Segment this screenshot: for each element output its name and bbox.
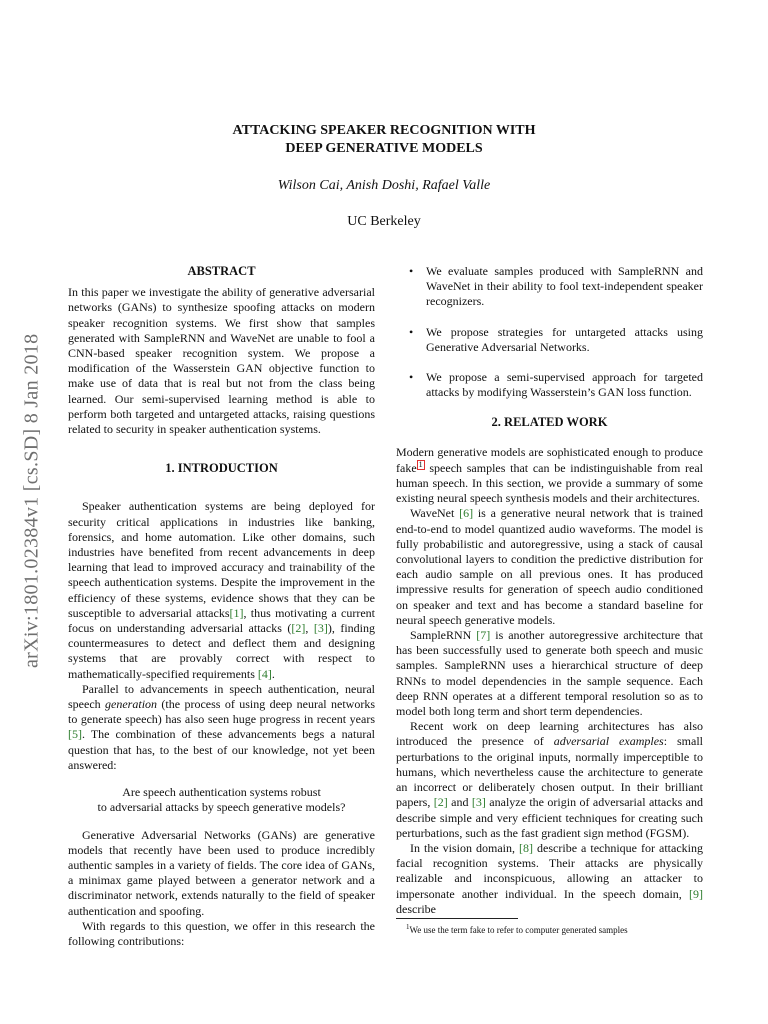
- related-paragraph-2: [396, 506, 703, 628]
- related-work-heading: 2. RELATED WORK: [491, 415, 608, 430]
- contribution-text: We propose strategies for untargeted attacks using Generative Adversarial Networks.: [426, 324, 703, 354]
- intro-p1-text-b: , thus motivating a current focus on understanding adversarial attacks (: [68, 605, 375, 636]
- related-p1-text-b: speech samples that can be indistinguishable from real human speech. In this section, we provide a summary of some existing neural speech synthesis models and their architectures.: [396, 460, 703, 506]
- left-column: [68, 264, 375, 949]
- related-paragraph-4: [396, 719, 703, 841]
- arxiv-identifier: arXiv:1801.02384v1 [cs.SD] 8 Jan 2018: [20, 333, 43, 669]
- citation-link[interactable]: [5]: [68, 727, 82, 742]
- paper-title: [0, 122, 768, 158]
- abstract-heading: ABSTRACT: [187, 264, 256, 278]
- related-p4-emphasis: adversarial examples: [553, 734, 664, 749]
- related-p2-text-b: is a generative neural network that is trained end-to-end to model quantized audio waveforms. The model is fully probabilistic and autoregressive, using a stack of causal convolutional layers to condition the predictive distribution for each audio sample on all previous ones. It has produced impressive results for generation of speech audio conditioned on speaker and text and has become a standard baseline for neural speech generative models.: [396, 506, 703, 627]
- citation-link[interactable]: [7]: [476, 628, 491, 643]
- related-p3-text-b: is another autoregressive architecture that has been successfully used to generate both speech and music samples. SampleRNN uses a hierarchical structure of deep RNNs to model dependencies in the sample sequence. Each deep RNN operates at a different temporal resolution so as to model both long term and short term dependencies.: [396, 628, 703, 719]
- related-p4-text-c: analyze the origin of adversarial attacks and describe simple and very efficient techniques for creating such perturbations, such as the fast gradient sign method (FGSM).: [396, 795, 703, 840]
- footnote-mark: 1: [406, 923, 410, 931]
- research-question: [68, 785, 375, 815]
- intro-paragraph-2: [68, 682, 375, 773]
- related-paragraph-5: [396, 841, 703, 917]
- intro-paragraph-3: Generative Adversarial Networks (GANs) are generative models that recently have been used to produce incredibly authentic samples in a variety of fields. The core idea of GANs, a minimax game played between a generator network and a discriminator network, extends naturally to the field of speaker authentication and spoofing.: [68, 827, 375, 918]
- related-p4-text-a: Recent work on deep learning architectures has also introduced the presence of: [396, 719, 703, 749]
- footnote: [406, 921, 628, 936]
- title-line-1: ATTACKING SPEAKER RECOGNITION WITH: [232, 123, 536, 138]
- title-line-2: DEEP GENERATIVE MODELS: [285, 141, 483, 156]
- question-line-1: Are speech authentication systems robust: [122, 785, 321, 800]
- contribution-text: We propose a semi-supervised approach for targeted attacks by modifying Wasserstein’s GAN loss function.: [426, 370, 703, 400]
- intro-p2-text-c: . The combination of these advancements begs a natural question that has, to the best of our knowledge, not yet been answered:: [68, 727, 375, 772]
- bullet-icon: •: [409, 324, 414, 339]
- introduction-heading: 1. INTRODUCTION: [165, 461, 278, 476]
- citation-separator: ,: [305, 621, 314, 636]
- intro-p2-text-b: (the process of using deep neural networks to generate speech) has also seen huge progress in recent years: [68, 697, 375, 727]
- related-p5-text-c: describe: [396, 901, 436, 916]
- citation-link[interactable]: [3]: [471, 795, 486, 810]
- related-p1-text-a: Modern generative models are sophisticated enough to produce fake: [396, 444, 703, 475]
- right-column: [396, 264, 703, 917]
- citation-link[interactable]: [2]: [291, 621, 306, 636]
- related-paragraph-3: [396, 628, 703, 719]
- footnote-text: We use the term fake to refer to computer generated samples: [409, 925, 628, 935]
- intro-p1-text-a: Speaker authentication systems are being deployed for security critical applications in industries like banking, forensics, and home automation. Like other domains, such industries have benefited from recent advancements in deep learning that lead to improved accuracy and trainability of the speech authentication systems. Despite the improvement in the efficiency of these systems, evidence shows that they can be susceptible to adversarial attacks: [68, 499, 375, 620]
- related-p5-text-a: In the vision domain,: [410, 840, 520, 855]
- author-list: Wilson Cai, Anish Doshi, Rafael Valle: [277, 178, 491, 193]
- citation-link[interactable]: [9]: [689, 886, 703, 901]
- related-p4-text-b: : small perturbations to the original inputs, normally imperceptible to humans, which nevertheless cause the architecture to generate an incorrect or deliberately chosen output. In their brilliant papers,: [396, 734, 703, 810]
- citation-link[interactable]: [3]: [313, 621, 328, 636]
- intro-paragraph-1: [68, 499, 375, 681]
- related-p2-text-a: WaveNet: [410, 506, 460, 521]
- citation-link[interactable]: [2]: [433, 795, 448, 810]
- related-p5-text-b: describe a technique for attacking facial recognition systems. Their attacks are physically realizable and inconspicuous, allowing an attacker to impersonate another individual. In the speech domain,: [396, 840, 703, 901]
- contribution-item: [396, 370, 703, 400]
- related-p3-text-a: SampleRNN: [410, 628, 477, 643]
- affiliation: UC Berkeley: [347, 214, 421, 229]
- footnote-divider: [396, 918, 518, 919]
- contribution-item: [396, 264, 703, 310]
- intro-p2-emphasis: generation: [105, 697, 158, 712]
- intro-p1-end: .: [271, 666, 275, 681]
- footnote-ref-link[interactable]: 1: [418, 459, 423, 469]
- citation-link[interactable]: [1]: [229, 605, 244, 620]
- bullet-icon: •: [409, 264, 414, 278]
- bullet-icon: •: [409, 370, 414, 385]
- contribution-item: [396, 325, 703, 355]
- intro-paragraph-4: With regards to this question, we offer in this research the following contributions:: [68, 918, 375, 948]
- intro-p1-text-c: ), finding countermeasures to detect and deflect them and designing systems that are provably correct with respect to mathematically-specified requirements: [68, 621, 375, 681]
- related-paragraph-1: [396, 445, 703, 507]
- abstract-text: In this paper we investigate the ability of generative adversarial networks (GANs) to synthesize spoofing attacks on modern speaker recognition systems. We first show that samples generated with SampleRNN and WaveNet are unable to fool a CNN-based speaker recognition system. We propose a modification of the Wasserstein GAN objective function to make use of data that is real but not from the class being learned. Our semi-supervised learning method is able to perform both targeted and untargeted attacks, raising questions related to security in speaker authentication systems.: [68, 285, 375, 437]
- citation-link[interactable]: [6]: [459, 506, 474, 521]
- contribution-text: We evaluate samples produced with SampleRNN and WaveNet in their ability to fool text-independent speaker recognizers.: [426, 264, 703, 309]
- citation-link[interactable]: [4]: [257, 666, 272, 681]
- citation-link[interactable]: [8]: [519, 840, 534, 855]
- question-line-2: to adversarial attacks by speech generative models?: [97, 800, 346, 815]
- intro-p2-text-a: Parallel to advancements in speech authentication, neural speech: [68, 681, 375, 712]
- contributions-list: [396, 264, 703, 400]
- related-p4-mid: and: [447, 795, 472, 810]
